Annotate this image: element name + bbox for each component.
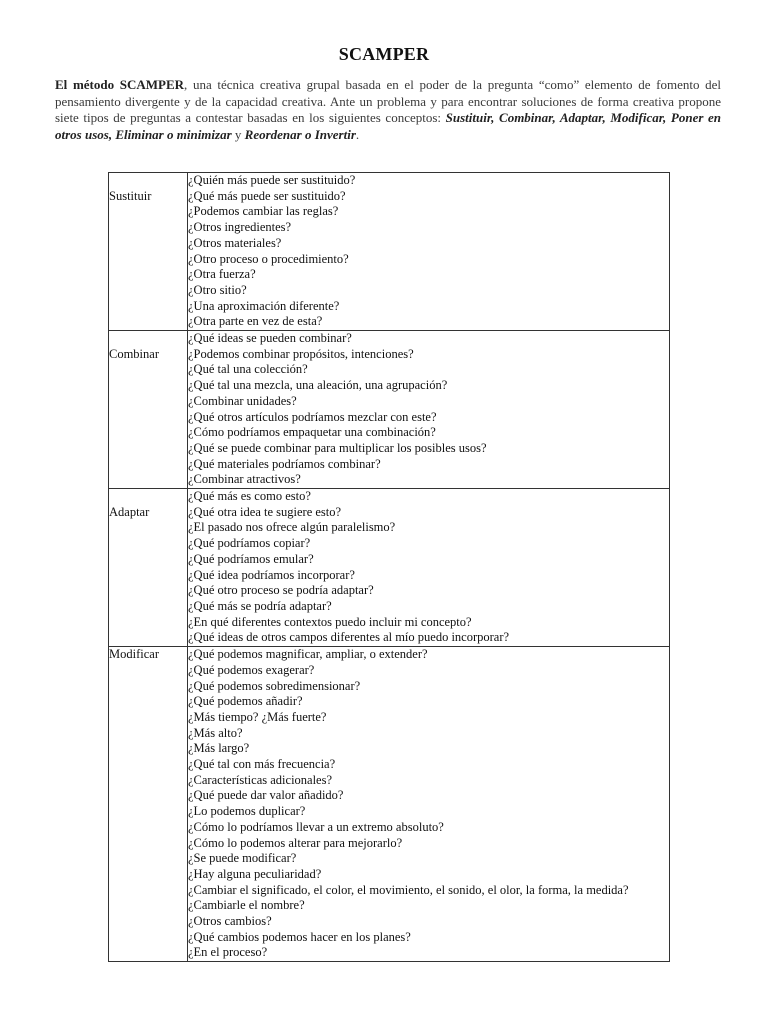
question-item: ¿Otro proceso o procedimiento? — [188, 251, 349, 266]
category-cell — [109, 173, 188, 331]
question-item: ¿Cómo podríamos empaquetar una combinación? — [188, 425, 436, 440]
question-item: ¿Qué tal una mezcla, una aleación, una agrupación? — [188, 378, 448, 393]
question-item: ¿Cambiarle el nombre? — [188, 898, 305, 913]
category-label: Adaptar — [109, 505, 150, 520]
question-item: ¿Cómo lo podríamos llevar a un extremo absoluto? — [188, 819, 444, 834]
category-label: Combinar — [109, 347, 159, 362]
question-item: ¿Qué podemos añadir? — [188, 694, 303, 709]
category-cell — [109, 331, 188, 489]
intro-text-2: y — [231, 126, 245, 142]
question-item: ¿Cambiar el significado, el color, el movimiento, el sonido, el olor, la forma, la medida? — [188, 882, 629, 897]
question-item: ¿Qué ideas se pueden combinar? — [188, 331, 352, 346]
question-item: ¿Cómo lo podemos alterar para mejorarlo? — [188, 835, 403, 850]
questions-cell — [188, 489, 670, 647]
scamper-table-body — [109, 173, 670, 962]
question-item: ¿Qué otra idea te sugiere esto? — [188, 504, 342, 519]
question-item: ¿Se puede modificar? — [188, 851, 297, 866]
questions-cell — [188, 331, 670, 489]
question-item: ¿Qué podríamos copiar? — [188, 536, 311, 551]
question-item: ¿Otros ingredientes? — [188, 220, 292, 235]
question-item: ¿En qué diferentes contextos puedo incluir mi concepto? — [188, 614, 472, 629]
question-item: ¿Otra parte en vez de esta? — [188, 314, 323, 329]
question-item: ¿Qué puede dar valor añadido? — [188, 788, 344, 803]
category-cell — [109, 647, 188, 962]
table-row — [109, 173, 670, 331]
question-item: ¿Podemos combinar propósitos, intenciones? — [188, 346, 414, 361]
table-row — [109, 331, 670, 489]
question-item: ¿Qué otros artículos podríamos mezclar con este? — [188, 409, 437, 424]
method-name: El método SCAMPER — [55, 77, 185, 92]
question-item: ¿Qué materiales podríamos combinar? — [188, 456, 381, 471]
question-item: ¿Qué más puede ser sustituido? — [188, 188, 346, 203]
category-label: Sustituir — [109, 189, 152, 203]
question-item: ¿Qué podemos magnificar, ampliar, o extender? — [188, 647, 428, 662]
question-item: ¿Qué tal con más frecuencia? — [188, 757, 336, 772]
question-item: ¿Más tiempo? ¿Más fuerte? — [188, 709, 327, 724]
question-item: ¿Qué ideas de otros campos diferentes al mío puedo incorporar? — [188, 630, 510, 645]
category-label: Modificar — [109, 647, 159, 662]
intro-concepts: Sustituir, Combinar, Adaptar, Modificar, Poner en otros usos, Eliminar o minimizar — [55, 110, 721, 142]
question-item: ¿Qué más se podría adaptar? — [188, 598, 332, 613]
table-row — [109, 647, 670, 962]
questions-cell — [188, 647, 670, 962]
table-row — [109, 489, 670, 647]
question-item: ¿Lo podemos duplicar? — [188, 804, 306, 819]
question-item: ¿Combinar atractivos? — [188, 472, 301, 487]
question-item: ¿Otros cambios? — [188, 914, 272, 929]
intro-paragraph — [55, 77, 721, 143]
question-item: ¿Otra fuerza? — [188, 267, 256, 282]
question-item: ¿Otros materiales? — [188, 235, 282, 250]
scamper-table — [108, 172, 670, 962]
page-title: SCAMPER — [338, 44, 430, 64]
category-cell — [109, 489, 188, 647]
question-item: ¿Qué podríamos emular? — [188, 551, 314, 566]
question-item: ¿Podemos cambiar las reglas? — [188, 204, 339, 219]
question-item: ¿Qué idea podríamos incorporar? — [188, 567, 355, 582]
question-item: ¿Hay alguna peculiaridad? — [188, 866, 322, 881]
question-item: ¿Qué podemos sobredimensionar? — [188, 678, 361, 693]
question-item: ¿Qué cambios podemos hacer en los planes? — [188, 929, 411, 944]
intro-last-concept: Reordenar o Invertir — [244, 126, 356, 142]
question-item: ¿Características adicionales? — [188, 772, 333, 787]
question-item: ¿Una aproximación diferente? — [188, 298, 340, 313]
question-item: ¿El pasado nos ofrece algún paralelismo? — [188, 520, 396, 535]
question-item: ¿Qué tal una colección? — [188, 362, 308, 377]
question-item: ¿Otro sitio? — [188, 282, 247, 297]
question-item: ¿Quién más puede ser sustituido? — [188, 173, 356, 187]
question-item: ¿Qué otro proceso se podría adaptar? — [188, 583, 374, 598]
questions-cell — [188, 173, 670, 331]
intro-text-3: . — [355, 126, 360, 142]
question-item: ¿Combinar unidades? — [188, 393, 297, 408]
question-item: ¿Qué más es como esto? — [188, 489, 311, 504]
question-item: ¿En el proceso? — [188, 945, 268, 960]
question-item: ¿Más largo? — [188, 741, 250, 756]
question-item: ¿Qué podemos exagerar? — [188, 662, 315, 677]
question-item: ¿Qué se puede combinar para multiplicar los posibles usos? — [188, 440, 487, 455]
question-item: ¿Más alto? — [188, 725, 243, 740]
intro-text-1: , una técnica creativa grupal basada en el poder de la pregunta “como” elemento de fomento del pensamiento divergente y de la capacidad creativa. Ante un problema y para encontrar soluciones de forma creativa propone siete tipos de preguntas a contestar basadas en los siguientes conceptos: — [55, 77, 721, 125]
